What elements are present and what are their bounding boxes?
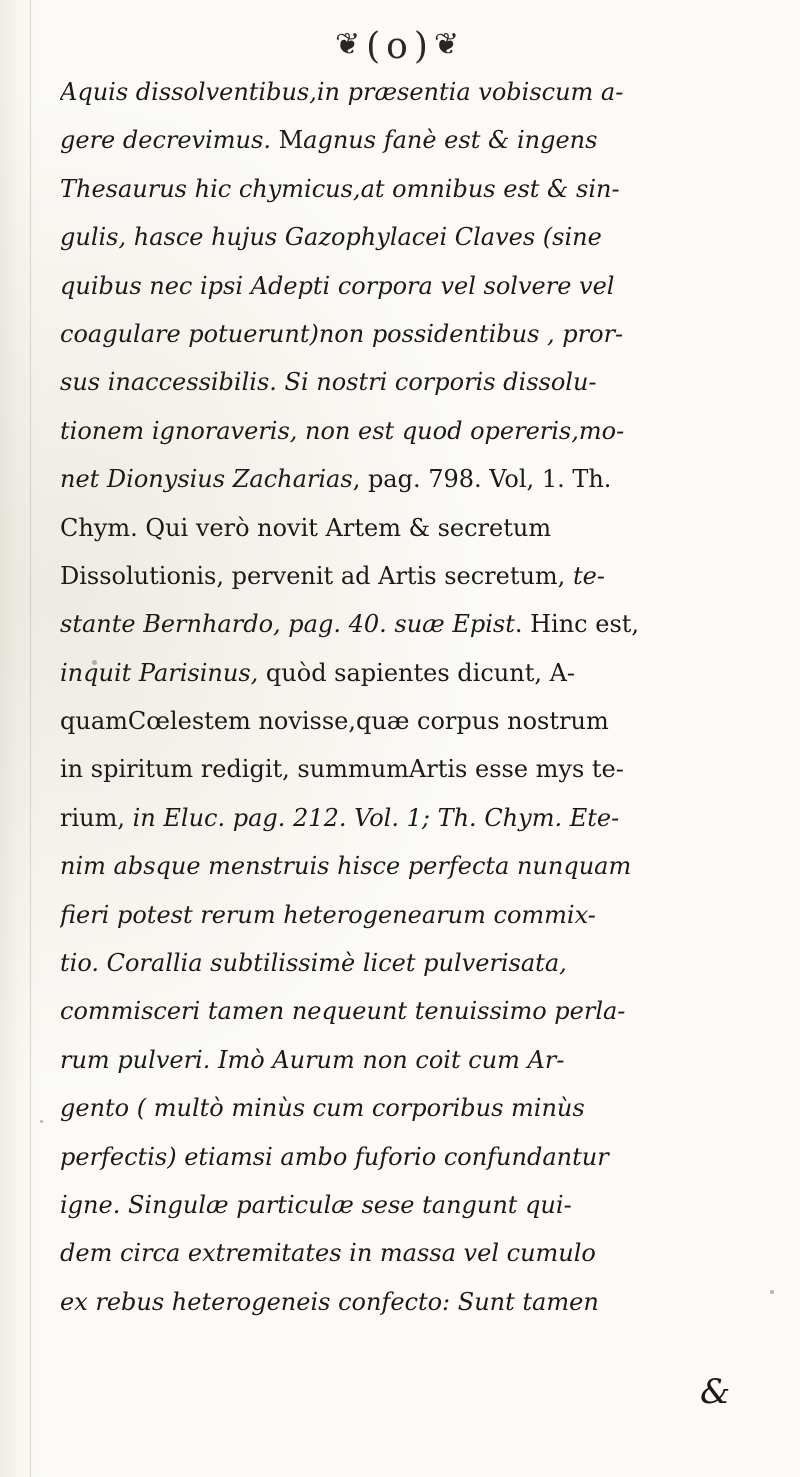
left-fleuron-icon: ❦ <box>334 27 367 62</box>
text-line <box>60 649 800 697</box>
italic-segment: ex rebus heterogeneis confecto: Sunt tamen <box>60 1287 599 1316</box>
text-line <box>60 842 800 890</box>
italic-segment: Thesaurus hic chymicus,at omnibus est & sin- <box>60 174 620 203</box>
italic-segment: sus inaccessibilis. Si nostri corporis dissolu- <box>60 368 597 397</box>
text-line <box>60 358 800 406</box>
roman-segment: , pag. 798. Vol, 1. Th. <box>352 465 612 494</box>
roman-segment: M <box>278 126 304 155</box>
italic-segment: quibus nec ipsi Adepti corpora vel solvere vel <box>60 271 615 300</box>
italic-segment: dem circa extremitates in massa vel cumulo <box>60 1239 596 1268</box>
roman-segment: rium, <box>60 803 133 832</box>
text-line <box>60 310 800 358</box>
italic-segment: gulis, hasce hujus Gazophylacei Claves (sine <box>60 223 602 252</box>
italic-segment: Aquis dissolventibus,in præsentia vobiscum a- <box>60 78 624 106</box>
italic-segment: fieri potest rerum heterogenearum commix- <box>60 900 596 929</box>
italic-segment: inquit Parisinus, <box>60 658 266 687</box>
text-line <box>60 165 800 213</box>
italic-segment: commisceri tamen nequeunt tenuissimo perla- <box>60 997 626 1026</box>
text-line <box>60 504 800 552</box>
italic-segment: coagulare potuerunt)non possidentibus , pror- <box>60 319 624 348</box>
text-line <box>60 1036 800 1084</box>
right-fleuron-icon: ❦ <box>433 27 466 62</box>
page-gutter <box>30 0 31 1477</box>
roman-segment: Dissolutionis, pervenit ad Artis secretum, <box>60 561 573 590</box>
italic-segment: rum pulveri. Imò Aurum non coit cum Ar- <box>60 1045 565 1074</box>
text-line <box>60 600 800 648</box>
text-line <box>60 407 800 455</box>
text-line <box>60 262 800 310</box>
roman-segment: Chym. Qui verò novit Artem & secretum <box>60 513 552 542</box>
italic-segment: in Eluc. pag. 212. Vol. 1; Th. Chym. Ete- <box>132 803 620 832</box>
italic-segment: te- <box>572 561 605 590</box>
ink-speck <box>770 1290 774 1294</box>
text-line <box>60 794 800 842</box>
page-number-mark: (o) <box>366 26 434 67</box>
text-line <box>60 1133 800 1181</box>
italic-segment: nim absque menstruis hisce perfecta nunquam <box>60 852 632 881</box>
text-line <box>60 1084 800 1132</box>
italic-segment: tio. Corallia subtilissimè licet pulverisata, <box>60 949 567 978</box>
text-line <box>60 745 800 793</box>
italic-segment: igne. Singulæ particulæ sese tangunt qui- <box>60 1190 572 1219</box>
header-ornament <box>0 26 800 67</box>
italic-segment: stante Bernhardo, pag. 40. suæ Epist <box>60 610 515 639</box>
ink-speck <box>40 1120 43 1123</box>
text-line <box>60 68 800 116</box>
roman-segment: in spiritum redigit, summumArtis esse mys te- <box>60 755 624 784</box>
text-line <box>60 213 800 261</box>
text-line <box>60 1229 800 1277</box>
ink-speck <box>92 660 97 665</box>
text-line <box>60 552 800 600</box>
text-line <box>60 939 800 987</box>
catchword: & <box>700 1372 731 1412</box>
italic-segment: tionem ignoraveris, non est quod opereris,mo- <box>60 416 625 445</box>
text-line <box>60 697 800 745</box>
roman-segment: quòd sapientes dicunt, A- <box>265 658 576 687</box>
text-line <box>60 1181 800 1229</box>
italic-segment: gento ( multò minùs cum corporibus minùs <box>60 1094 585 1123</box>
roman-segment: quamCœlestem novisse,quæ corpus nostrum <box>60 707 609 736</box>
body-text <box>60 68 800 1326</box>
text-line <box>60 1278 800 1326</box>
italic-segment: perfectis) etiamsi ambo fuforio confundantur <box>60 1142 609 1171</box>
italic-segment: net Dionysius Zacharias <box>60 465 353 494</box>
text-line <box>60 116 800 164</box>
italic-segment: agnus fanè est & ingens <box>303 126 598 155</box>
roman-segment: . Hinc est, <box>514 610 640 639</box>
text-line <box>60 455 800 503</box>
text-line <box>60 891 800 939</box>
text-line <box>60 987 800 1035</box>
italic-segment: gere decrevimus. <box>60 126 279 155</box>
